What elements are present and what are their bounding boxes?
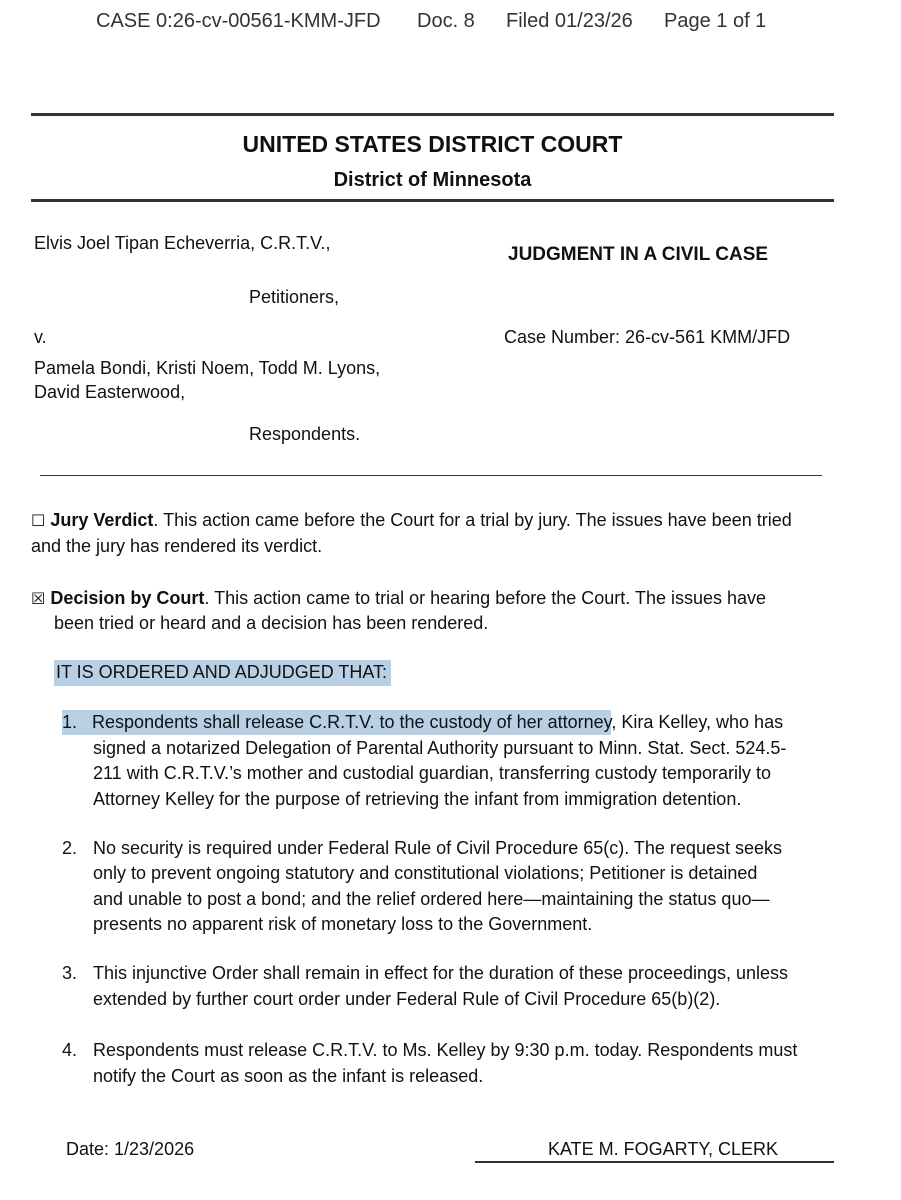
jury-verdict-text: . This action came before the Court for a trial by jury. The issues have been tried <box>153 510 792 530</box>
order-1-line-2: signed a notarized Delegation of Parental Authority pursuant to Minn. Stat. Sect. 524.5- <box>93 738 787 758</box>
filed-date-header: Filed 01/23/26 <box>506 10 633 32</box>
ordered-heading: IT IS ORDERED AND ADJUDGED THAT: <box>54 660 391 686</box>
checkbox-unchecked-icon: ☐ <box>31 511 46 530</box>
court-name: UNITED STATES DISTRICT COURT <box>242 131 623 157</box>
order-1-highlighted-text: Respondents shall release C.R.T.V. to the custody of her attorney <box>92 712 612 732</box>
decision-line-2: been tried or heard and a decision has been rendered. <box>54 613 489 633</box>
petitioner-role: Petitioners, <box>249 287 340 307</box>
case-number-header: CASE 0:26-cv-00561-KMM-JFD <box>96 10 381 32</box>
order-3-line-2: extended by further court order under Federal Rule of Civil Procedure 65(b)(2). <box>93 989 721 1009</box>
top-rule <box>31 113 834 116</box>
page-count-header: Page 1 of 1 <box>664 10 767 32</box>
respondents-line-1: Pamela Bondi, Kristi Noem, Todd M. Lyons, <box>34 358 381 378</box>
order-2-line-3: and unable to post a bond; and the relief ordered here—maintaining the status quo— <box>93 889 770 909</box>
title-bottom-rule <box>31 199 834 202</box>
respondents-line-2: David Easterwood, <box>34 382 186 402</box>
order-1-line-1 <box>62 712 783 733</box>
order-1-rest: , Kira Kelley, who has <box>611 712 784 732</box>
order-1-number: 1. <box>62 712 78 732</box>
order-2-line-4: presents no apparent risk of monetary loss to the Government. <box>93 914 593 934</box>
order-3-number: 3. <box>62 963 78 983</box>
doc-number-header: Doc. 8 <box>417 10 475 32</box>
order-2-line-2: only to prevent ongoing statutory and constitutional violations; Petitioner is detained <box>93 863 758 883</box>
order-2-line-1: No security is required under Federal Rule of Civil Procedure 65(c). The request seeks <box>93 838 782 858</box>
case-number: Case Number: 26-cv-561 KMM/JFD <box>504 327 791 347</box>
caption-rule <box>40 475 822 476</box>
versus: v. <box>34 327 47 347</box>
respondent-role: Respondents. <box>249 424 361 444</box>
order-4-line-1: Respondents must release C.R.T.V. to Ms. Kelley by 9:30 p.m. today. Respondents must <box>93 1040 798 1060</box>
checkbox-checked-icon: ☒ <box>31 589 46 608</box>
document-title: JUDGMENT IN A CIVIL CASE <box>508 244 769 265</box>
signature-line <box>475 1161 834 1163</box>
judgment-date: Date: 1/23/2026 <box>66 1139 195 1159</box>
order-1-line-3: 211 with C.R.T.V.’s mother and custodial guardian, transferring custody temporarily to <box>93 763 772 783</box>
decision-label: Decision by Court <box>50 588 205 608</box>
order-1-line-4: Attorney Kelley for the purpose of retrieving the infant from immigration detention. <box>93 789 742 809</box>
order-4-line-2: notify the Court as soon as the infant is released. <box>93 1066 484 1086</box>
order-2-number: 2. <box>62 838 78 858</box>
order-3-line-1: This injunctive Order shall remain in effect for the duration of these proceedings, unless <box>93 963 789 983</box>
clerk-name: KATE M. FOGARTY, CLERK <box>548 1139 779 1159</box>
petitioner-name: Elvis Joel Tipan Echeverria, C.R.T.V., <box>34 233 331 253</box>
order-4-number: 4. <box>62 1040 78 1060</box>
order-1-highlighted <box>62 710 611 735</box>
decision-line-1 <box>31 588 766 609</box>
decision-text: . This action came to trial or hearing before the Court. The issues have <box>204 588 767 608</box>
jury-verdict-label: Jury Verdict <box>50 510 154 530</box>
jury-verdict-line-2: and the jury has rendered its verdict. <box>31 536 323 556</box>
court-district: District of Minnesota <box>333 169 532 191</box>
jury-verdict-line-1 <box>31 510 792 531</box>
